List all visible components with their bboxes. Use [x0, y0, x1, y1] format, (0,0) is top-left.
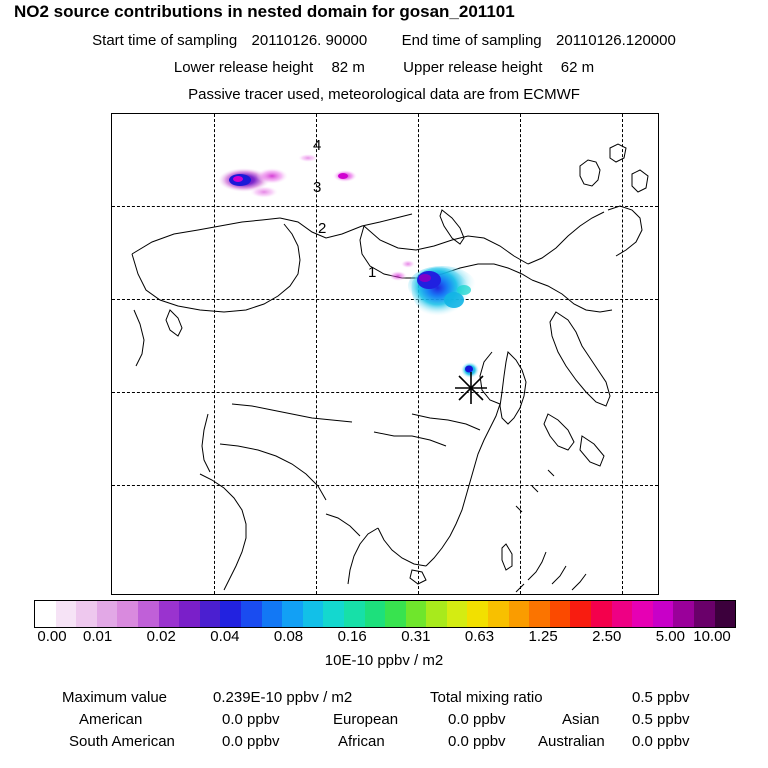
colorbar-swatch-22 [488, 601, 509, 627]
colorbar-tick-labels [0, 628, 768, 648]
colorbar-swatch-11 [262, 601, 283, 627]
lower-release-height-label: Lower release height [173, 59, 314, 76]
asian-label: Asian [562, 711, 600, 728]
colorbar-swatch-32 [694, 601, 715, 627]
colorbar-swatch-6 [159, 601, 180, 627]
colorbar-tick-10: 5.00 [655, 628, 685, 645]
colorbar-swatch-2 [76, 601, 97, 627]
contour-label-4: 4 [313, 137, 322, 154]
upper-release-height-value: 62 m [560, 59, 595, 76]
colorbar-tick-2: 0.02 [146, 628, 176, 645]
colorbar-tick-11: 10.00 [693, 628, 731, 645]
colorbar-swatch-28 [612, 601, 633, 627]
colorbar-swatch-9 [220, 601, 241, 627]
colorbar-swatch-14 [323, 601, 344, 627]
colorbar-swatch-30 [653, 601, 674, 627]
colorbar-swatch-23 [509, 601, 530, 627]
colorbar-swatch-29 [632, 601, 653, 627]
lower-release-height-value: 82 m [331, 59, 365, 76]
sampling-time-row [0, 32, 768, 49]
american-label: American [79, 711, 143, 728]
european-value: 0.0 ppbv [448, 711, 506, 728]
colorbar-swatch-8 [200, 601, 221, 627]
release-height-row [0, 59, 768, 76]
colorbar-swatch-17 [385, 601, 406, 627]
colorbar-swatch-7 [179, 601, 200, 627]
south-american-label: South American [69, 733, 175, 750]
total-mixing-ratio-value: 0.5 ppbv [632, 689, 690, 706]
colorbar-tick-0: 0.00 [37, 628, 67, 645]
colorbar-swatch-5 [138, 601, 159, 627]
colorbar-tick-9: 2.50 [592, 628, 622, 645]
south-american-value: 0.0 ppbv [222, 733, 280, 750]
colorbar-swatch-10 [241, 601, 262, 627]
colorbar-swatch-33 [715, 601, 736, 627]
maximum-value-value: 0.239E-10 ppbv / m2 [213, 689, 353, 706]
maximum-value-label: Maximum value [62, 689, 168, 706]
colorbar-swatch-15 [344, 601, 365, 627]
asian-value: 0.5 ppbv [632, 711, 690, 728]
colorbar-swatch-19 [426, 601, 447, 627]
african-value: 0.0 ppbv [448, 733, 506, 750]
colorbar-tick-1: 0.01 [83, 628, 113, 645]
start-time-label: Start time of sampling [92, 32, 238, 49]
end-time-value: 20110126.120000 [555, 32, 676, 49]
colorbar-tick-6: 0.31 [401, 628, 431, 645]
colorbar-swatch-21 [467, 601, 488, 627]
end-time-label: End time of sampling [401, 32, 542, 49]
colorbar-swatch-25 [550, 601, 571, 627]
colorbar-swatch-24 [529, 601, 550, 627]
colorbar-tick-7: 0.63 [464, 628, 495, 645]
tracer-note: Passive tracer used, meteorological data are from ECMWF [188, 86, 580, 103]
colorbar-swatch-26 [570, 601, 591, 627]
map-panel[interactable] [111, 113, 659, 595]
colorbar-tick-8: 1.25 [528, 628, 558, 645]
colorbar-tick-5: 0.16 [337, 628, 367, 645]
colorbar-unit-label: 10E-10 ppbv / m2 [324, 652, 444, 669]
australian-label: Australian [538, 733, 605, 750]
coastline-overlay [112, 114, 658, 594]
colorbar-swatch-16 [365, 601, 386, 627]
contour-label-2: 2 [318, 220, 327, 237]
colorbar-tick-4: 0.08 [273, 628, 304, 645]
colorbar [34, 600, 736, 628]
colorbar-swatch-27 [591, 601, 612, 627]
colorbar-swatch-18 [406, 601, 427, 627]
european-label: European [333, 711, 399, 728]
colorbar-swatch-31 [673, 601, 694, 627]
african-label: African [338, 733, 385, 750]
colorbar-swatch-3 [97, 601, 118, 627]
colorbar-swatch-13 [303, 601, 324, 627]
contour-label-1: 1 [368, 264, 377, 281]
colorbar-tick-3: 0.04 [210, 628, 240, 645]
american-value: 0.0 ppbv [222, 711, 280, 728]
colorbar-swatch-4 [117, 601, 138, 627]
australian-value: 0.0 ppbv [632, 733, 690, 750]
colorbar-swatch-20 [447, 601, 468, 627]
colorbar-swatch-0 [35, 601, 56, 627]
total-mixing-ratio-label: Total mixing ratio [430, 689, 543, 706]
start-time-value: 20110126. 90000 [251, 32, 368, 49]
colorbar-swatch-12 [282, 601, 303, 627]
colorbar-swatch-1 [56, 601, 77, 627]
upper-release-height-label: Upper release height [403, 59, 543, 76]
contour-label-3: 3 [313, 179, 322, 196]
page-title: NO2 source contributions in nested domain for gosan_201101 [14, 2, 515, 21]
